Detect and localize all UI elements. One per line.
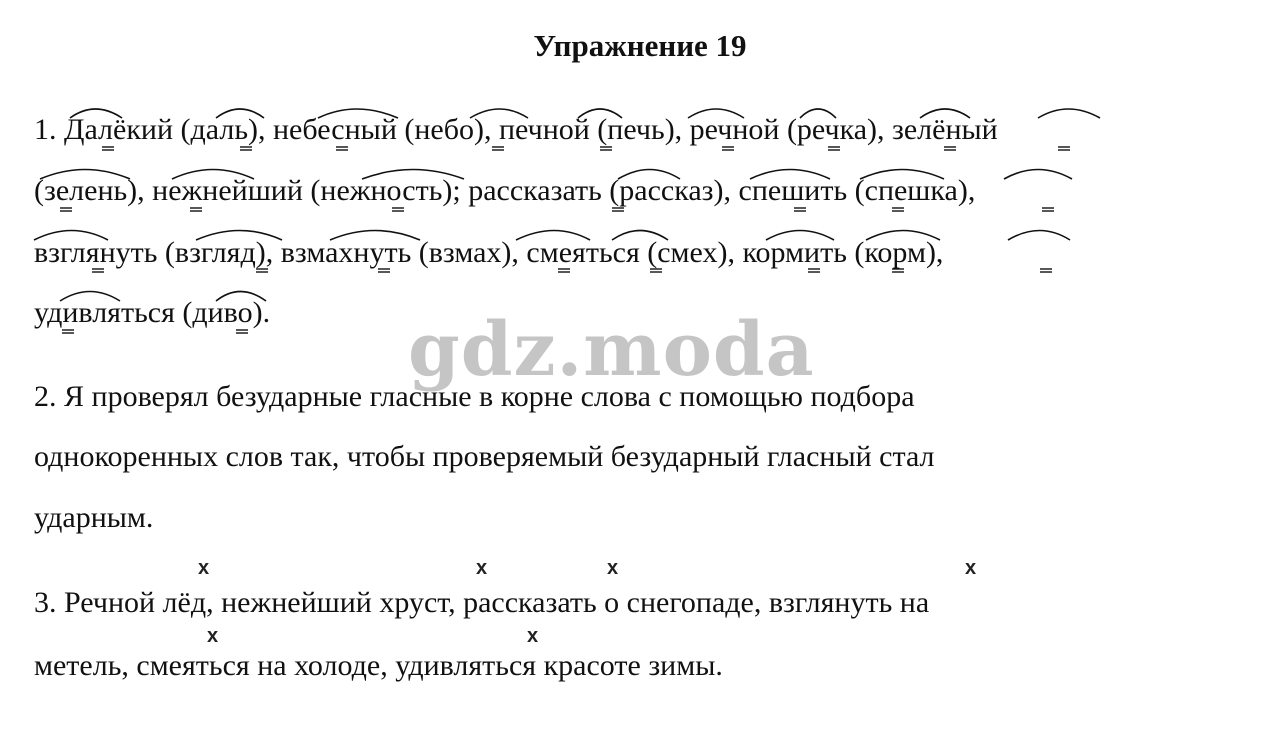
stress-x-mark: x xyxy=(207,625,219,647)
item2-line2: однокоренных слов так, чтобы проверяемый безударный гласный стал xyxy=(34,440,935,473)
exercise-title: Упражнение 19 xyxy=(533,28,747,63)
stress-x-mark: x xyxy=(527,625,539,647)
item2-line1: 2. Я проверял безударные гласные в корне слова с помощью подбора xyxy=(34,380,915,413)
item1-line3: взглянуть (взгляд), взмахнуть (взмах), смеяться (смех), кормить (корм), xyxy=(34,236,944,269)
item2-line3: ударным. xyxy=(34,501,154,534)
item3-line1: 3. Речной лёд, нежнейший хруст, рассказать о снегопаде, взглянуть на xyxy=(34,586,930,619)
stress-x-mark: x xyxy=(476,557,488,579)
item1-line1: 1. Далёкий (даль), небесный (небо), печной (печь), речной (речка), зелёный xyxy=(34,113,998,146)
item3-line2: метель, смеяться на холоде, удивляться красоте зимы. xyxy=(34,649,723,682)
item1-line2: (зелень), нежнейший (нежность); рассказать (рассказ), спешить (спешка), xyxy=(34,174,976,207)
item1-line4: удивляться (диво). xyxy=(34,296,271,329)
watermark-logo: gdz.moda xyxy=(408,307,815,393)
stress-x-mark: x xyxy=(965,557,977,579)
stress-x-mark: x xyxy=(198,557,210,579)
stress-x-mark: x xyxy=(607,557,619,579)
